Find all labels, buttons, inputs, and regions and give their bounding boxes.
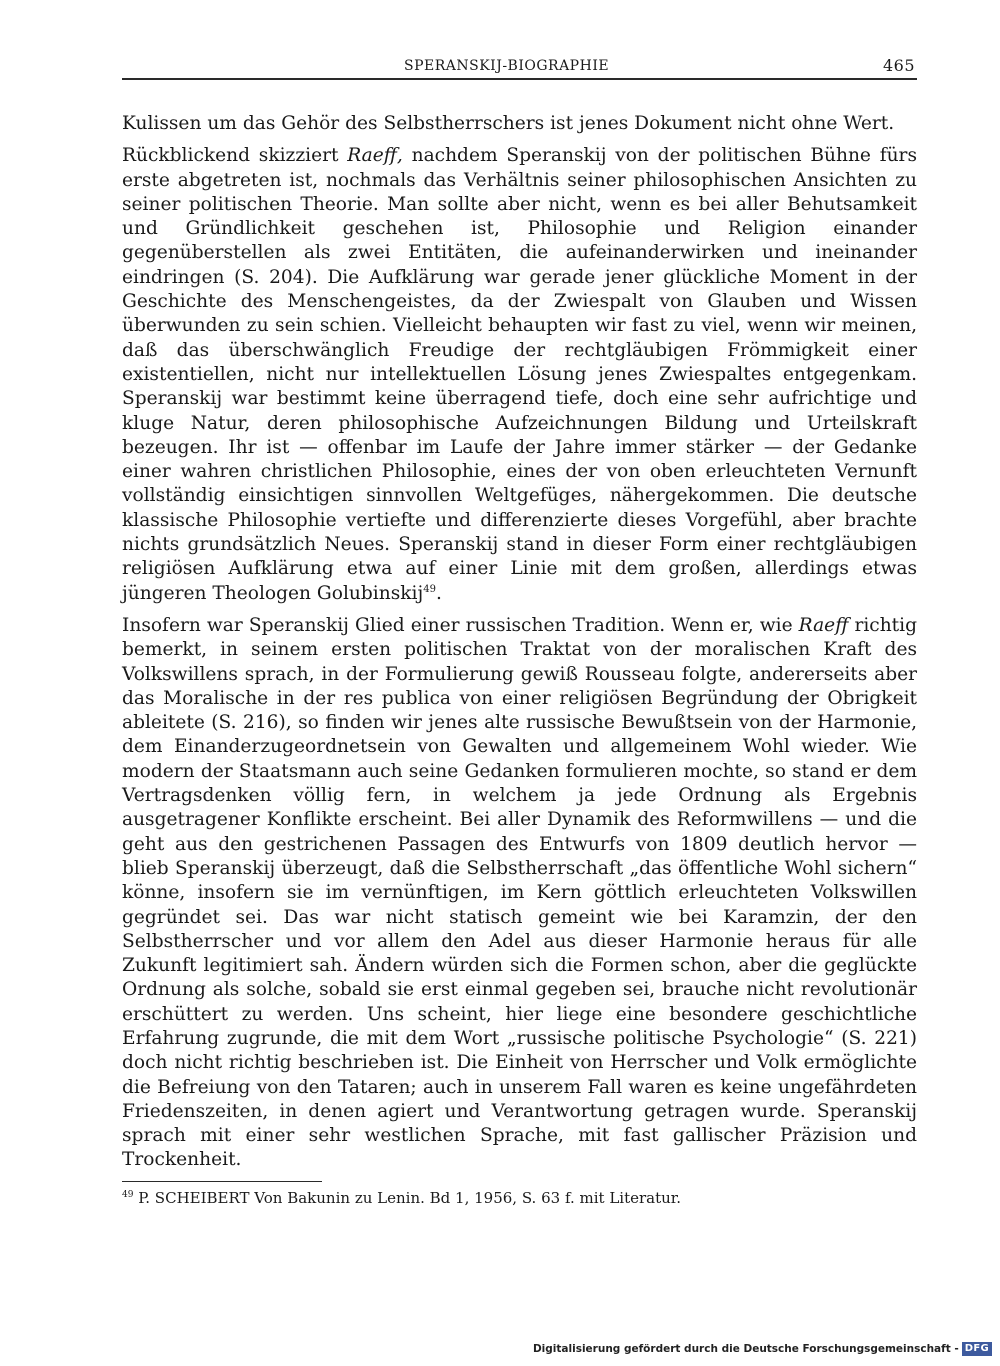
- paragraph-3-text-a: Insofern war Speranskij Glied einer russischen Tradition. Wenn er, wie: [122, 614, 799, 636]
- running-head: [122, 56, 917, 80]
- footnote-rule: [122, 1181, 322, 1182]
- paragraph-1: Kulissen um das Gehör des Selbstherrschers ist jenes Dokument nicht ohne Wert.: [122, 113, 895, 134]
- running-title: SPERANSKIJ-BIOGRAPHIE: [404, 58, 610, 74]
- credit-text: Digitalisierung gefördert durch die Deutsche Forschungsgemeinschaft -: [532, 1343, 959, 1355]
- footnote-text: P. SCHEIBERT Von Bakunin zu Lenin. Bd 1, 1956, S. 63 f. mit Literatur.: [133, 1188, 682, 1207]
- paragraph-2-end: .: [435, 582, 442, 604]
- author-name-raeff: Raeff,: [347, 145, 403, 167]
- author-name-raeff-2: Raeff: [798, 614, 849, 636]
- page-number: 465: [882, 56, 915, 75]
- dfg-logo-icon: DFG: [962, 1342, 992, 1356]
- footnote: [122, 1188, 917, 1208]
- page: [122, 56, 917, 1208]
- paragraph-2-text-a: Rückblickend skizziert: [122, 145, 348, 167]
- footnote-reference[interactable]: 49: [423, 583, 436, 595]
- paragraph-2-text-b: nachdem Speranskij von der politischen Bühne fürs erste abgetreten ist, nochmals das Verhältnis seiner philosophischen Ansichten zu seiner politischen Theorie. Man sollte aber nicht, wenn es bei aller Behutsamkeit und Gründlichkeit geschehen ist, Philosophie und Religion einander gegenüberstellen als zwei Entitäten, die aufeinanderwirken und ineinander eindringen (S. 204). Die Aufklärung war gerade jener glückliche Moment in der Geschichte des Menschengeistes, da der Zwiespalt von Glauben und Wissen überwunden zu sein schien. Vielleicht behaupten wir fast zu viel, wenn wir meinen, daß das überschwänglich Freudige der rechtgläubigen Frömmigkeit einer existentiellen, nicht nur intellektuellen Lösung jenes Zwiespaltes entgegenkam. Speranskij war bestimmt keine überragend tiefe, doch eine sehr aufrichtige und kluge Natur, deren philosophische Aufzeichnungen Bildung und Urteilskraft bezeugen. Ihr ist — offenbar im Laufe der Jahre immer stärker — der Gedanke einer wahren christlichen Philosophie, eines der von oben erleuchteten Vernunft vollständig einsichtigen sinnvollen Weltgefüges, nähergekommen. Die deutsche klassische Philosophie vertiefte und differenzierte dieses Vorgefühl, aber brachte nichts grundsätzlich Neues. Speranskij stand in dieser Form einer rechtgläubigen religiösen Aufklärung etwa auf einer Linie mit dem großen, allerdings etwas jüngeren Theologen Golubinskij: [122, 145, 917, 604]
- footnote-marker: 49: [122, 1189, 134, 1200]
- digitization-credit: [533, 1342, 992, 1356]
- body-text: [122, 112, 917, 1173]
- paragraph-3-text-b: richtig bemerkt, in seinem ersten politischen Traktat von der moralischen Kraft des Volkswillens sprach, in der Formulierung gewiß Rousseau folgte, andererseits aber das Moralische in der res publica von einer religiösen Begründung der Obrigkeit ableitete (S. 216), so finden wir jenes alte russische Bewußtsein von der Harmonie, dem Einanderzugeordnetsein von Gewalten und allgemeinem Wohl wieder. Wie modern der Staatsmann auch seine Gedanken formulieren mochte, so stand er dem Vertragsdenken völlig fern, in welchem ja jede Ordnung als Ergebnis ausgetragener Konflikte erscheint. Bei aller Dynamik des Reformwillens — und die geht aus den gestrichenen Passagen des Entwurfs von 1809 deutlich hervor — blieb Speranskij überzeugt, daß die Selbstherrschaft „das öffentliche Wohl sichern“ könne, insofern sie im vernünftigen, im Kern göttlich erleuchteten Volkswillen gegründet sei. Das war nicht statisch gemeint wie bei Karamzin, der den Selbstherrscher und vor allem den Adel aus dieser Harmonie heraus für alle Zukunft legitimiert sah. Ändern würden sich die Formen schon, aber die geglückte Ordnung als solche, sobald sie erst einmal gegeben sei, brauche nicht revolutionär erschüttert zu werden. Uns scheint, hier liege eine besondere geschichtliche Erfahrung zugrunde, die mit dem Wort „russische politische Psychologie“ (S. 221) doch nicht richtig beschrieben ist. Die Einheit von Herrscher und Volk ermöglichte die Befreiung von den Tataren; auch in unserem Fall waren es keine ungefährdeten Friedenszeiten, in denen agiert und Verantwortung getragen wurde. Speranskij sprach mit einer sehr westlichen Sprache, mit fast gallischer Präzision und Trockenheit.: [122, 614, 917, 1171]
- paragraph-3: [122, 614, 917, 1173]
- paragraph-2: [122, 144, 917, 606]
